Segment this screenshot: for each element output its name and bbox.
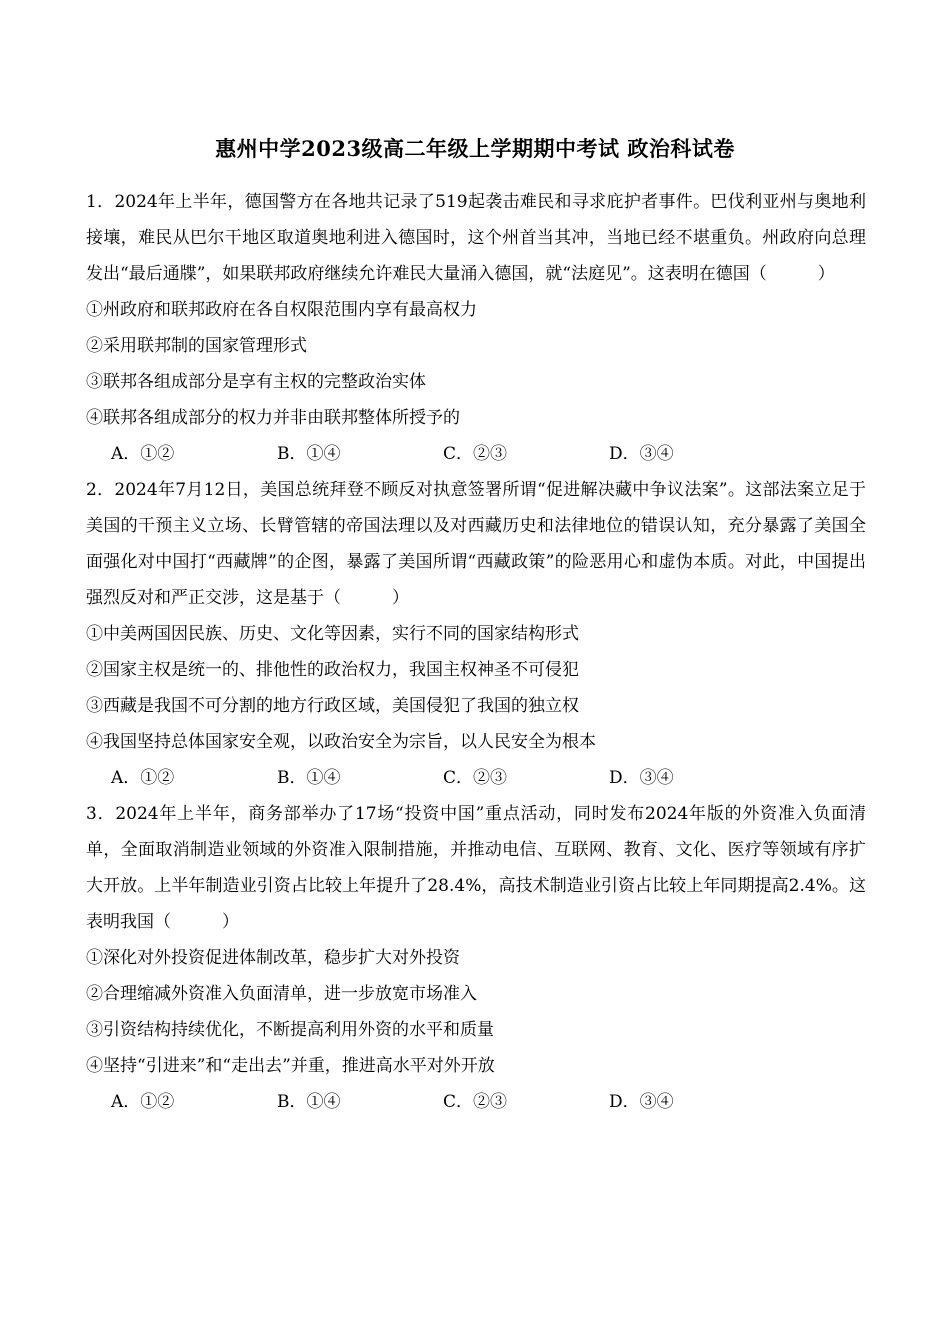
answer-choice-b[interactable]: B．①④ bbox=[277, 444, 341, 464]
answer-choice-a[interactable]: A．①② bbox=[111, 444, 175, 464]
statement-option: ①州政府和联邦政府在各自权限范围内享有最高权力 bbox=[86, 300, 477, 320]
answer-choice-a[interactable]: A．①② bbox=[111, 768, 175, 788]
statement-option: ④联邦各组成部分的权力并非由联邦整体所授予的 bbox=[86, 408, 460, 428]
statement-option: ②国家主权是统一的、排他性的政治权力，我国主权神圣不可侵犯 bbox=[86, 660, 579, 680]
answer-choice-c[interactable]: C．②③ bbox=[443, 444, 508, 464]
question-stem: 1．2024年上半年，德国警方在各地共记录了519起袭击难民和寻求庇护者事件。巴伐利亚州与奥地利接壤，难民从巴尔干地区取道奥地利进入德国时，这个州首当其冲，当地已经不堪重负。州政府向总理发出“最后通牒”，如果联邦政府继续允许难民大量涌入德国，就“法庭见”。这表明在德国（ ） bbox=[86, 192, 866, 284]
question-stem: 3．2024年上半年，商务部举办了17场“投资中国”重点活动，同时发布2024年版的外资准入负面清单，全面取消制造业领域的外资准入限制措施，并推动电信、互联网、教育、文化、医疗等领域有序扩大开放。上半年制造业引资占比较上年提升了28.4%，高技术制造业引资占比较上年同期提高2.4%。这表明我国（ ） bbox=[86, 804, 866, 932]
statement-option: ②合理缩减外资准入负面清单，进一步放宽市场准入 bbox=[86, 984, 477, 1004]
answer-choices bbox=[86, 436, 866, 472]
statement-option: ③引资结构持续优化，不断提高利用外资的水平和质量 bbox=[86, 1020, 494, 1040]
statement-option: ④我国坚持总体国家安全观，以政治安全为宗旨，以人民安全为根本 bbox=[86, 732, 596, 752]
statement-option: ②采用联邦制的国家管理形式 bbox=[86, 336, 307, 356]
answer-choice-d[interactable]: D．③④ bbox=[609, 444, 674, 464]
question-stem: 2．2024年7月12日，美国总统拜登不顾反对执意签署所谓“促进解决藏中争议法案”。这部法案立足于美国的干预主义立场、长臂管辖的帝国法理以及对西藏历史和法律地位的错误认知，充分暴露了美国全面强化对中国打“西藏牌”的企图，暴露了美国所谓“西藏政策”的险恶用心和虚伪本质。对此，中国提出强烈反对和严正交涉，这是基于（ ） bbox=[86, 480, 866, 608]
answer-choice-c[interactable]: C．②③ bbox=[443, 1092, 508, 1112]
answer-choice-a[interactable]: A．①② bbox=[111, 1092, 175, 1112]
answer-choice-b[interactable]: B．①④ bbox=[277, 768, 341, 788]
question-list bbox=[86, 184, 866, 1120]
statement-option: ③联邦各组成部分是享有主权的完整政治实体 bbox=[86, 372, 426, 392]
statement-option: ①中美两国因民族、历史、文化等因素，实行不同的国家结构形式 bbox=[86, 624, 579, 644]
answer-choice-d[interactable]: D．③④ bbox=[609, 1092, 674, 1112]
answer-choice-c[interactable]: C．②③ bbox=[443, 768, 508, 788]
statement-option: ①深化对外投资促进体制改革，稳步扩大对外投资 bbox=[86, 948, 460, 968]
answer-choices bbox=[86, 1084, 866, 1120]
statement-option: ④坚持“引进来”和“走出去”并重，推进高水平对外开放 bbox=[86, 1056, 495, 1076]
question-3 bbox=[86, 796, 866, 1120]
question-2 bbox=[86, 472, 866, 796]
question-1 bbox=[86, 184, 866, 472]
answer-choices bbox=[86, 760, 866, 796]
exam-title: 惠州中学2023级高二年级上学期期中考试 政治科试卷 bbox=[215, 136, 735, 161]
statement-option: ③西藏是我国不可分割的地方行政区域，美国侵犯了我国的独立权 bbox=[86, 696, 579, 716]
answer-choice-d[interactable]: D．③④ bbox=[609, 768, 674, 788]
answer-choice-b[interactable]: B．①④ bbox=[277, 1092, 341, 1112]
